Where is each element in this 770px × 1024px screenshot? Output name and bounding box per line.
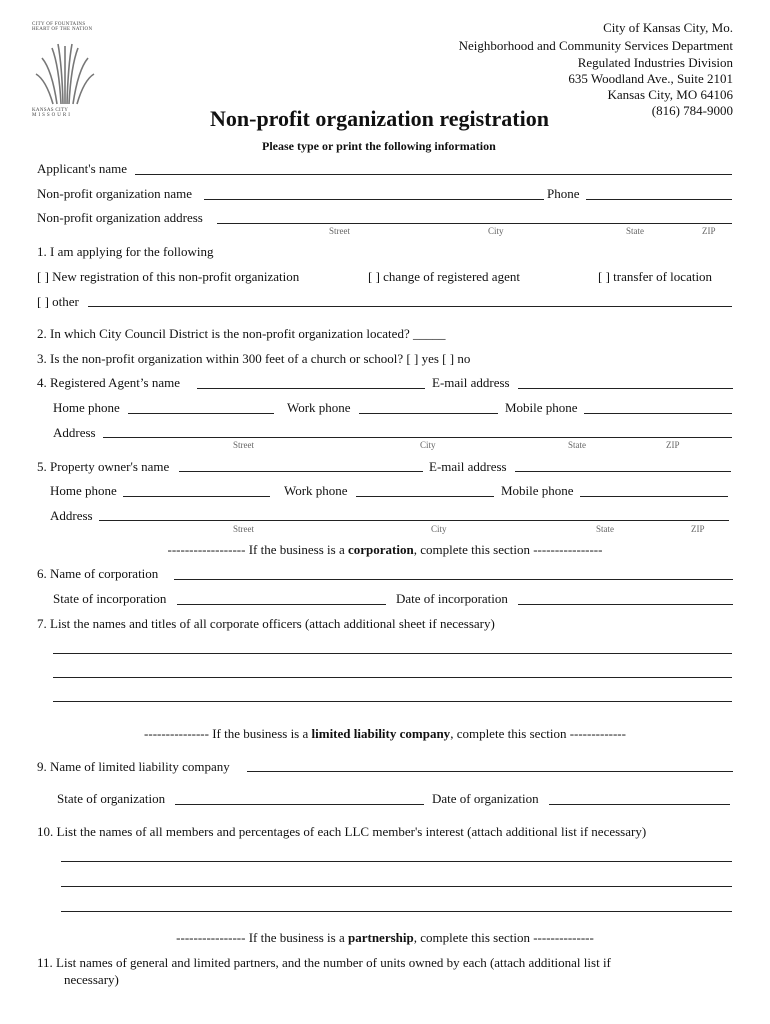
org-address-label: Non-profit organization address <box>37 210 203 225</box>
fountain-logo-icon <box>32 36 98 106</box>
q10-text: 10. List the names of all members and percentages of each LLC member's interest (attach additional list if necessary) <box>37 824 647 839</box>
partnership-section-header <box>0 930 770 946</box>
corp-header-post: , complete this section ---------------- <box>413 542 603 557</box>
agent-email-label: E-mail address <box>432 375 510 390</box>
agent-address-state-hint: State <box>568 440 586 450</box>
other-field[interactable] <box>88 306 732 307</box>
q11-text-line-1: 11. List names of general and limited partners, and the number of units owned by each (attach additional list if <box>37 955 611 970</box>
agent-address-zip-hint: ZIP <box>666 440 680 450</box>
org-address-city-hint: City <box>488 226 504 236</box>
org-address-field[interactable] <box>217 223 732 224</box>
phone-label: Phone <box>547 186 580 201</box>
agent-mobile-phone-label: Mobile phone <box>505 400 578 415</box>
applicant-name-field[interactable] <box>135 174 732 175</box>
owner-address-street-hint: Street <box>233 524 254 534</box>
owner-name-field[interactable] <box>179 471 423 472</box>
header-line-5: Kansas City, MO 64106 <box>607 87 733 102</box>
state-incorporation-label: State of incorporation <box>53 591 167 606</box>
agent-home-phone-label: Home phone <box>53 400 120 415</box>
partnership-header-pre: ---------------- If the business is a <box>176 930 348 945</box>
owner-address-state-hint: State <box>596 524 614 534</box>
corporation-section-header <box>0 542 770 558</box>
q7-text: 7. List the names and titles of all corporate officers (attach additional sheet if necessary) <box>37 616 495 631</box>
owner-work-phone-field[interactable] <box>356 496 494 497</box>
llc-section-header <box>0 726 770 742</box>
owner-email-field[interactable] <box>515 471 731 472</box>
llc-name-field[interactable] <box>247 771 733 772</box>
agent-address-field[interactable] <box>103 437 732 438</box>
members-line-2[interactable] <box>61 886 732 887</box>
owner-address-zip-hint: ZIP <box>691 524 705 534</box>
option-transfer-location[interactable]: [ ] transfer of location <box>598 269 713 284</box>
owner-address-field[interactable] <box>99 520 729 521</box>
logo-text-top-1: CITY OF FOUNTAINS <box>32 22 86 27</box>
agent-address-city-hint: City <box>420 440 436 450</box>
partnership-header-bold: partnership <box>347 930 414 945</box>
owner-mobile-phone-label: Mobile phone <box>501 483 574 498</box>
header-line-6: (816) 784-9000 <box>651 103 733 118</box>
org-name-field[interactable] <box>204 199 544 200</box>
header-line-3: Regulated Industries Division <box>577 55 733 70</box>
officers-line-3[interactable] <box>53 701 732 702</box>
agent-work-phone-field[interactable] <box>359 413 498 414</box>
date-incorporation-label: Date of incorporation <box>396 591 508 606</box>
llc-header-bold: limited liability company <box>311 726 451 741</box>
logo-text-bottom-2: MISSOURI <box>32 113 72 118</box>
date-organization-field[interactable] <box>549 804 730 805</box>
header-line-1: City of Kansas City, Mo. <box>603 20 733 35</box>
q1-text: 1. I am applying for the following <box>37 244 214 259</box>
members-line-1[interactable] <box>61 861 732 862</box>
org-address-zip-hint: ZIP <box>702 226 716 236</box>
applicant-name-label: Applicant's name <box>37 161 128 176</box>
option-change-agent[interactable]: [ ] change of registered agent <box>368 269 520 284</box>
owner-address-city-hint: City <box>431 524 447 534</box>
agent-mobile-phone-field[interactable] <box>584 413 732 414</box>
officers-line-1[interactable] <box>53 653 732 654</box>
city-logo <box>32 22 102 118</box>
q11-text-line-2: necessary) <box>64 972 119 987</box>
logo-text-top-2: HEART OF THE NATION <box>32 27 93 32</box>
header-line-4: 635 Woodland Ave., Suite 2101 <box>568 71 733 86</box>
partnership-header-post: , complete this section -------------- <box>413 930 594 945</box>
q2-text: 2. In which City Council District is the non-profit organization located? _____ <box>37 326 446 341</box>
state-incorporation-field[interactable] <box>177 604 386 605</box>
owner-work-phone-label: Work phone <box>284 483 348 498</box>
agent-name-label: 4. Registered Agent’s name <box>37 375 180 390</box>
owner-mobile-phone-field[interactable] <box>580 496 728 497</box>
owner-name-label: 5. Property owner's name <box>37 459 170 474</box>
agent-home-phone-field[interactable] <box>128 413 274 414</box>
logo-text-bottom-1: KANSAS CITY <box>32 108 69 113</box>
owner-address-label: Address <box>50 508 93 523</box>
org-address-state-hint: State <box>626 226 644 236</box>
agent-work-phone-label: Work phone <box>287 400 351 415</box>
date-incorporation-field[interactable] <box>518 604 733 605</box>
llc-name-label: 9. Name of limited liability company <box>37 759 230 774</box>
llc-header-post: , complete this section ------------- <box>450 726 626 741</box>
owner-home-phone-label: Home phone <box>50 483 117 498</box>
agent-address-label: Address <box>53 425 96 440</box>
page-title: Non-profit organization registration <box>210 106 549 131</box>
option-other[interactable]: [ ] other <box>37 294 79 309</box>
llc-header-pre: --------------- If the business is a <box>144 726 312 741</box>
org-address-street-hint: Street <box>329 226 350 236</box>
corp-header-pre: ------------------ If the business is a <box>167 542 348 557</box>
org-name-label: Non-profit organization name <box>37 186 192 201</box>
header-line-2: Neighborhood and Community Services Department <box>458 38 733 53</box>
corp-name-field[interactable] <box>174 579 733 580</box>
phone-field[interactable] <box>586 199 732 200</box>
owner-home-phone-field[interactable] <box>123 496 270 497</box>
agent-name-field[interactable] <box>197 388 425 389</box>
agent-email-field[interactable] <box>518 388 733 389</box>
corp-header-bold: corporation <box>347 542 414 557</box>
state-organization-field[interactable] <box>175 804 424 805</box>
page-subtitle: Please type or print the following information <box>262 139 496 153</box>
date-organization-label: Date of organization <box>432 791 539 806</box>
state-organization-label: State of organization <box>57 791 166 806</box>
owner-email-label: E-mail address <box>429 459 507 474</box>
corp-name-label: 6. Name of corporation <box>37 566 159 581</box>
q3-text: 3. Is the non-profit organization within 300 feet of a church or school? [ ] yes [ ] no <box>37 351 471 366</box>
members-line-3[interactable] <box>61 911 732 912</box>
agent-address-street-hint: Street <box>233 440 254 450</box>
option-new-registration[interactable]: [ ] New registration of this non-profit organization <box>37 269 300 284</box>
officers-line-2[interactable] <box>53 677 732 678</box>
